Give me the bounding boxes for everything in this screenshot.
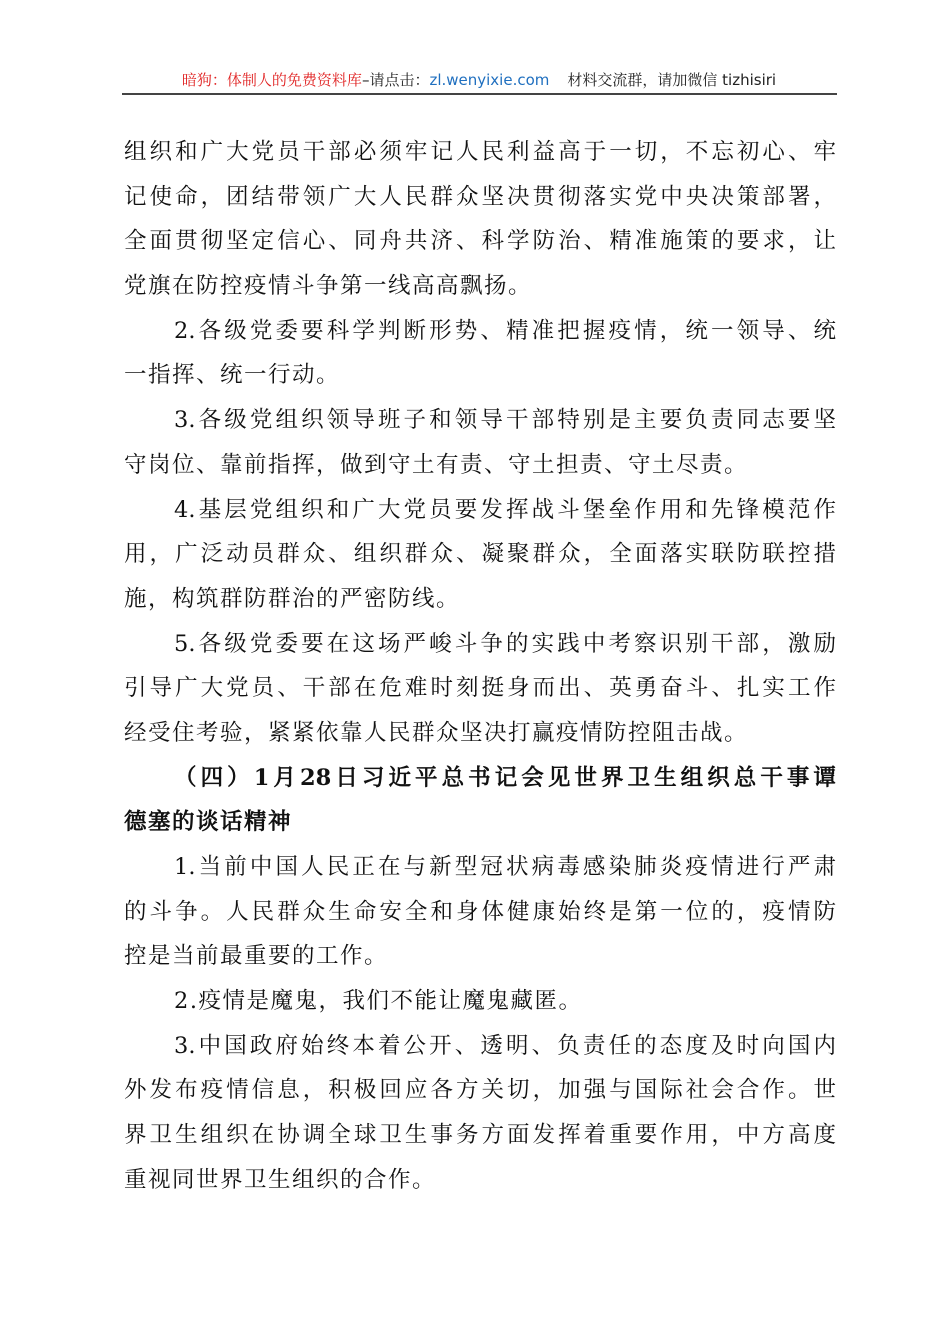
page-header [122, 68, 836, 92]
text-line: 一指挥、统一行动。 [124, 362, 341, 389]
text-line: 引导广大党员、干部在危难时刻挺身而出、英勇奋斗、扎实工作 [124, 675, 836, 702]
header-divider [122, 93, 837, 95]
text-line: 5.各级党委要在这场严峻斗争的实践中考察识别干部，激励 [174, 630, 836, 657]
text-line: 的斗争。人民群众生命安全和身体健康始终是第一位的，疫情防 [124, 898, 836, 925]
text-line: 党旗在防控疫情斗争第一线高高飘扬。 [124, 273, 533, 300]
text-line: 控是当前最重要的工作。 [124, 943, 389, 970]
header-click-prompt: –请点击： [361, 71, 430, 89]
text-line: 2.疫情是魔鬼，我们不能让魔鬼藏匿。 [174, 988, 583, 1015]
text-line: 组织和广大党员干部必须牢记人民利益高于一切，不忘初心、牢 [124, 139, 836, 165]
text-line: 施，构筑群防群治的严密防线。 [124, 585, 461, 612]
text-line: 4.基层党组织和广大党员要发挥战斗堡垒作用和先锋模范作 [174, 496, 836, 523]
text-line: 守岗位、靠前指挥，做到守土有责、守土担责、守土尽责。 [124, 451, 749, 478]
text-line: 记使命，团结带领广大人民群众坚决贯彻落实党中央决策部署， [124, 183, 836, 210]
text-line: 重视同世界卫生组织的合作。 [124, 1166, 437, 1193]
text-line: 3.各级党组织领导班子和领导干部特别是主要负责同志要坚 [174, 407, 836, 434]
text-line: 外发布疫情信息，积极回应各方关切，加强与国际社会合作。世 [124, 1077, 836, 1104]
text-line: 经受住考验，紧紧依靠人民群众坚决打赢疫情防控阻击战。 [124, 719, 749, 746]
text-line: 2.各级党委要科学判断形势、精准把握疫情，统一领导、统 [174, 317, 836, 344]
header-contact: 材料交流群，请加微信 tizhisiri [567, 71, 777, 89]
text-line: 1.当前中国人民正在与新型冠状病毒感染肺炎疫情进行严肃 [174, 854, 836, 880]
header-url-link[interactable]: zl.wenyixie.com [429, 71, 550, 89]
text-line: 用，广泛动员群众、组织群众、凝聚群众，全面落实联防联控措 [124, 541, 836, 568]
text-line: 界卫生组织在协调全球卫生事务方面发挥着重要作用，中方高度 [124, 1122, 836, 1149]
text-line: 3.中国政府始终本着公开、透明、负责任的态度及时向国内 [174, 1032, 836, 1059]
section-heading: 德塞的谈话精神 [124, 809, 293, 836]
text-line: 全面贯彻坚定信心、同舟共济、科学防治、精准施策的要求，让 [124, 228, 836, 255]
section-heading: （四）1月28日习近平总书记会见世界卫生组织总干事谭 [174, 764, 836, 791]
document-body [124, 130, 836, 1203]
header-site-name: 暗狗：体制人的免费资料库 [181, 71, 362, 89]
